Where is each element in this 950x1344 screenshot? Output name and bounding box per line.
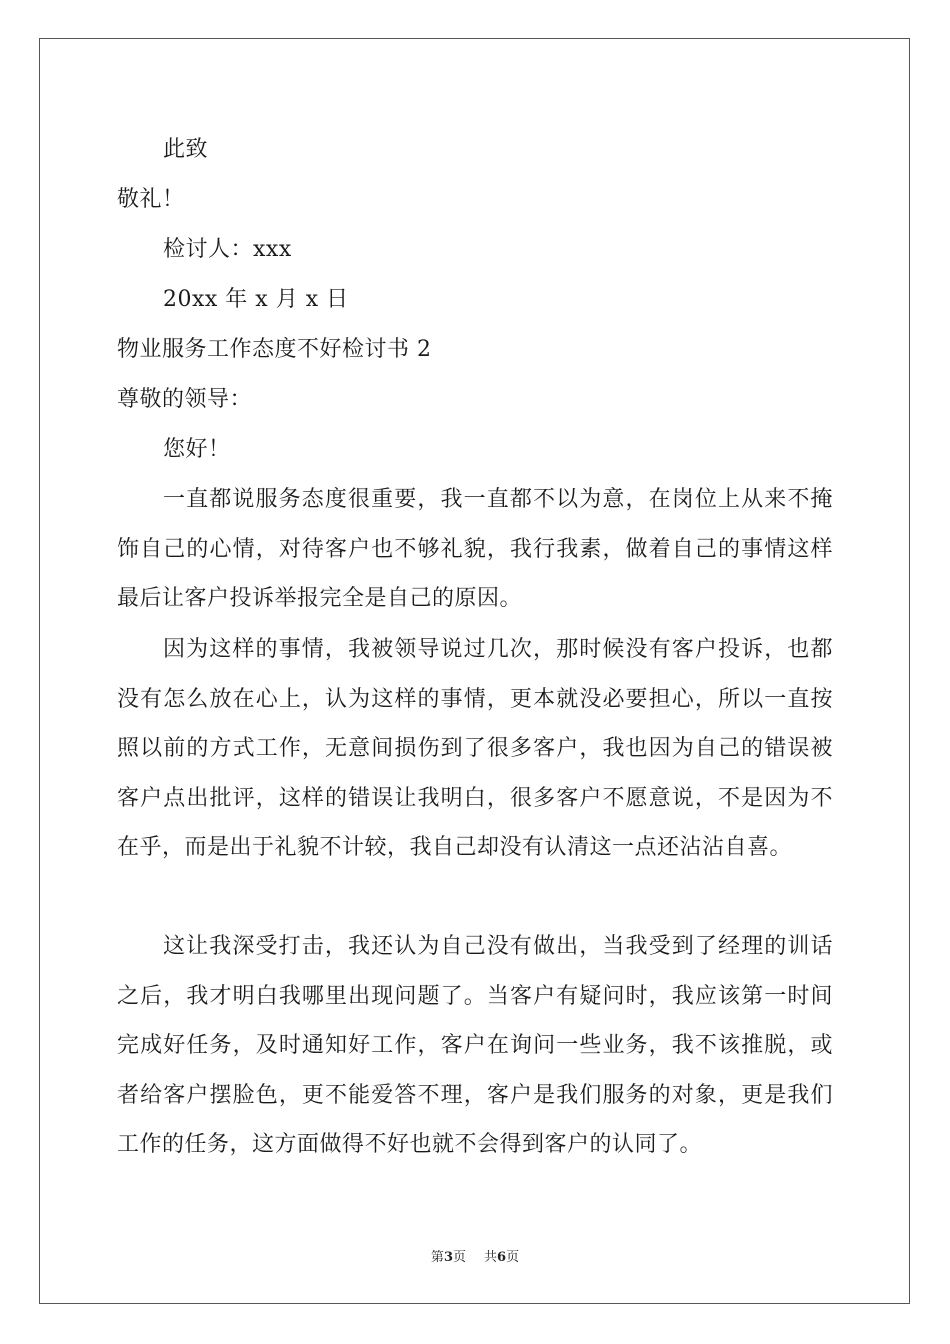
total-prefix: 共 [484, 1250, 498, 1265]
page-current: 3 [443, 1250, 453, 1265]
page-suffix: 页 [452, 1250, 466, 1265]
paragraph-2: 因为这样的事情，我被领导说过几次，那时候没有客户投诉，也都没有怎么放在心上，认为这样的事情，更本就没必要担心，所以一直按照以前的方式工作，无意间损伤到了很多客户，我也因为自己的错误被客户点出批评，这样的错误让我明白，很多客户不愿意说，不是因为不在乎，而是出于礼貌不计较，我自己却没有认清这一点还沾沾自喜。 [117, 637, 833, 860]
page-prefix: 第 [430, 1250, 444, 1265]
date-line: 20xx 年 x 月 x 日 [163, 287, 349, 312]
total-suffix: 页 [506, 1250, 520, 1265]
paragraph-3: 这让我深受打击，我还认为自己没有做出，当我受到了经理的训话之后，我才明白我哪里出现问题了。当客户有疑问时，我应该第一时间完成好任务，及时通知好工作，客户在询问一些业务，我不该推脱，或者给客户摆脸色，更不能爱答不理，客户是我们服务的对象，更是我们工作的任务，这方面做得不好也就不会得到客户的认同了。 [117, 934, 833, 1157]
closing-line-2: 敬礼！ [117, 187, 185, 212]
page-footer [0, 1246, 950, 1265]
page-total: 6 [497, 1250, 507, 1265]
paragraph-1: 一直都说服务态度很重要，我一直都不以为意，在岗位上从来不掩饰自己的心情，对待客户也不够礼貌，我行我素，做着自己的事情这样最后让客户投诉举报完全是自己的原因。 [117, 487, 833, 611]
signer-line: 检讨人：xxx [163, 237, 292, 262]
closing-line-1: 此致 [163, 137, 209, 162]
section-title: 物业服务工作态度不好检讨书 2 [117, 337, 432, 362]
salutation: 尊敬的领导： [117, 387, 253, 412]
greeting: 您好！ [163, 437, 231, 462]
